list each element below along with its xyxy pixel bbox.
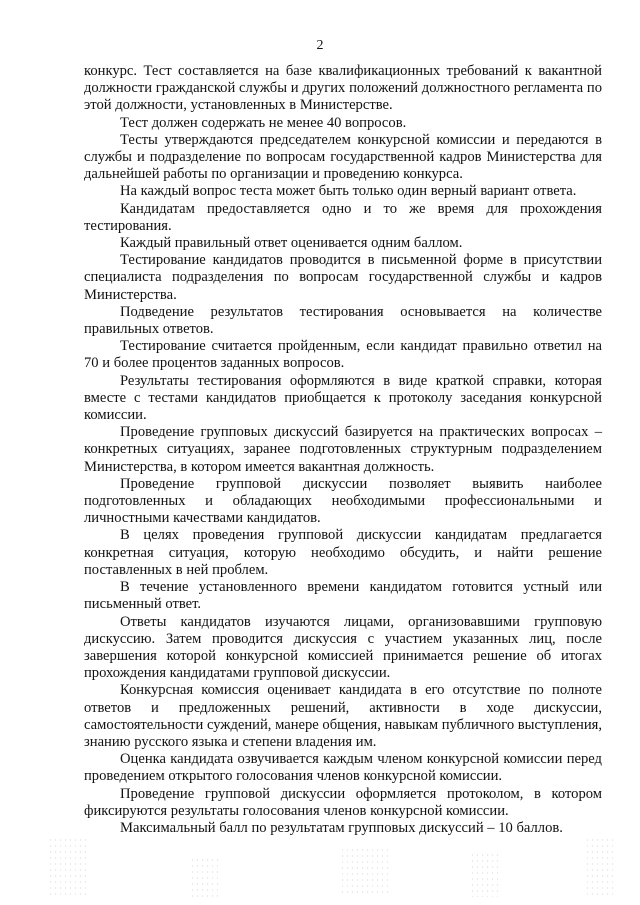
paragraph: Проведение групповой дискуссии оформляется протоколом, в котором фиксируются результаты голосования членов конкурсной комиссии.	[84, 785, 602, 819]
paragraph: Максимальный балл по результатам групповых дискуссий – 10 баллов.	[120, 819, 563, 836]
paragraph: Проведение групповых дискуссий базируется на практических вопросах – конкретных ситуациях, заранее подготовленных структурным подразделением Министерства, в котором имеется вакантная должность.	[84, 424, 602, 475]
paragraph: Конкурсная комиссия оценивает кандидата в его отсутствие по полноте ответов и предложенных решений, активности в ходе дискуссии, самостоятельности суждений, манере общения, навыкам публичного выступления, знанию русского языка и степени владения им.	[84, 682, 602, 750]
document-body	[84, 63, 602, 837]
scan-noise	[190, 857, 220, 897]
paragraph: Тестирование считается пройденным, если кандидат правильно ответил на 70 и более процентов заданных вопросов.	[84, 338, 602, 372]
paragraph: Проведение групповой дискуссии позволяет выявить наиболее подготовленных и обладающих необходимыми профессиональными и личностными качествами кандидатов.	[84, 475, 602, 527]
paragraph: В течение установленного времени кандидатом готовится устный или письменный ответ.	[84, 579, 602, 613]
paragraph: Тест должен содержать не менее 40 вопросов.	[120, 114, 407, 131]
paragraph: конкурс. Тест составляется на базе квалификационных требований к вакантной должности гражданской службы и других положений должностного регламента по этой должности, установленных в Министерстве.	[84, 63, 602, 114]
scan-noise	[48, 837, 88, 897]
scan-noise	[340, 847, 390, 897]
paragraph: Тестирование кандидатов проводится в письменной форме в присутствии специалиста подразделения по вопросам государственной службы и кадров Министерства.	[84, 252, 602, 303]
paragraph: Кандидатам предоставляется одно и то же время для прохождения тестирования.	[84, 200, 602, 234]
paragraph: Подведение результатов тестирования основывается на количестве правильных ответов.	[84, 303, 602, 338]
paragraph: Тесты утверждаются председателем конкурсной комиссии и передаются в службы и подразделение по вопросам государственной кадров Министерства для дальнейшей работы по организации и проведению конкурса.	[84, 131, 602, 183]
paragraph: В целях проведения групповой дискуссии кандидатам предлагается конкретная ситуация, которую необходимо обсудить, и найти решение поставленных в ней проблем.	[84, 527, 602, 578]
scan-noise	[470, 852, 500, 897]
paragraph: Оценка кандидата озвучивается каждым членом конкурсной комиссии перед проведением открытого голосования членов конкурсной комиссии.	[84, 751, 602, 785]
paragraph: На каждый вопрос теста может быть только один верный вариант ответа.	[120, 183, 577, 200]
paragraph: Результаты тестирования оформляются в виде краткой справки, которая вместе с тестами кандидатов приобщается к протоколу заседания конкурсной комиссии.	[84, 372, 602, 424]
paragraph: Каждый правильный ответ оценивается одним баллом.	[120, 235, 463, 252]
paragraph: Ответы кандидатов изучаются лицами, организовавшими групповую дискуссию. Затем проводится дискуссия с участием указанных лиц, после завершения которой конкурсной комиссией принимается решение об итогах прохождения кандидатами групповой дискуссии.	[84, 613, 602, 682]
page-number: 2	[316, 38, 324, 53]
scan-noise	[585, 837, 615, 897]
